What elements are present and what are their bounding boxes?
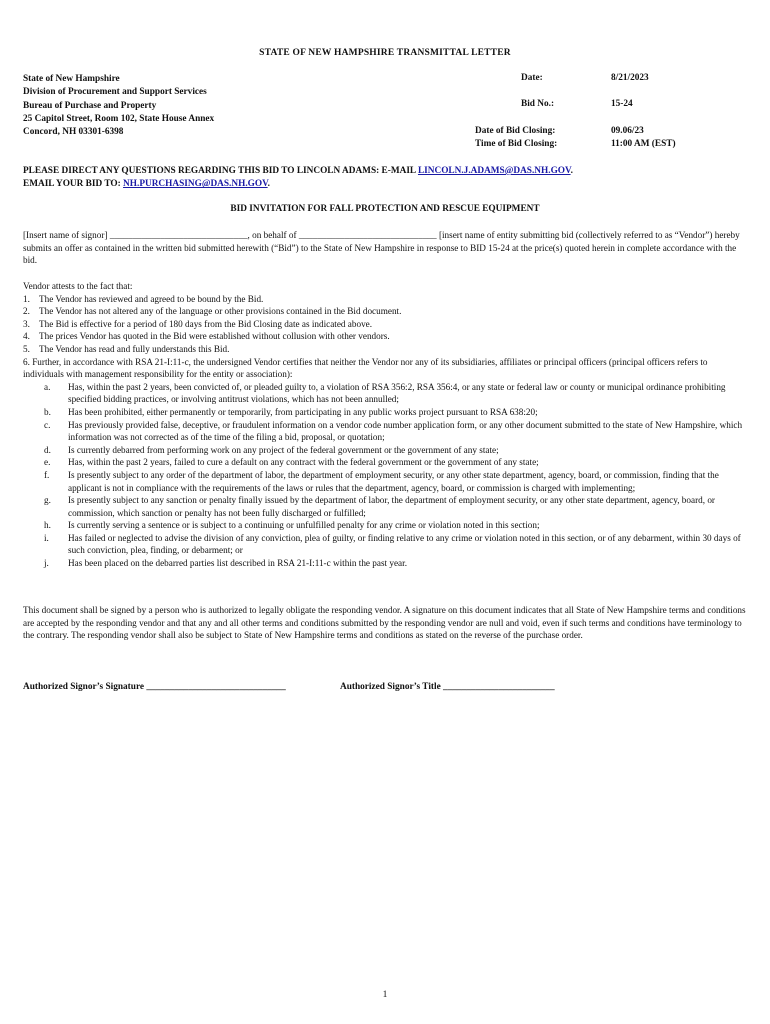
subitem-letter: j.: [44, 558, 49, 569]
certification-subitem: [23, 494, 747, 519]
contact-text: PLEASE DIRECT ANY QUESTIONS REGARDING THIS BID TO LINCOLN ADAMS: E-MAIL: [23, 166, 418, 176]
address-line: State of New Hampshire: [23, 74, 120, 84]
certification-subitem: [23, 519, 747, 532]
closing-time-label: Time of Bid Closing:: [475, 139, 558, 149]
attest-lead: Vendor attests to the fact that:: [23, 281, 133, 291]
attest-item: [23, 293, 747, 306]
certification-subitem: [23, 532, 747, 557]
bid-no-label: Bid No.:: [521, 99, 555, 109]
attest-item-text: The Bid is effective for a period of 180 days from the Bid Closing date as indicated above.: [39, 318, 373, 329]
address-line: 25 Capitol Street, Room 102, State House Annex: [23, 113, 215, 124]
attest-item: [23, 318, 747, 331]
attest-item: [23, 330, 747, 343]
attest-item-number: 5.: [23, 343, 30, 354]
closing-date-value: 09.06/23: [611, 126, 644, 136]
contact-block: [23, 165, 573, 192]
date-value: 8/21/2023: [611, 73, 649, 83]
subitem-text: Has been prohibited, either permanently or temporarily, from participating in any public works project pursuant to RSA 638:20;: [68, 406, 538, 417]
subitem-text: Has previously provided false, deceptive, or fraudulent information on a vendor code number application form, or any other document submitted to the state of New Hampshire, which information was not corrected as of the time of the filing a bid, proposal, or quotation;: [68, 419, 743, 443]
signor-title-line[interactable]: Authorized Signor’s Title ________________________: [340, 682, 555, 692]
contact-punct: .: [267, 179, 270, 190]
certification-subitem: [23, 419, 747, 444]
address-line: Concord, NH 03301-6398: [23, 127, 124, 138]
intro-text: [Insert name of signor] ______________________________, on behalf of ______________________________ [insert name of entity submitting bid (collectively referred to as “Vendor”) hereby submits an offer as contained in the written bid submitted herewith (“Bid”) to the State of New Hampshire in response to BID 15-24 at the price(s) quoted herein in complete accordance with the bid.: [23, 230, 740, 266]
certification-subitem: [23, 381, 747, 406]
certification-subitem: [23, 456, 747, 469]
closing-paragraph: [23, 604, 747, 642]
subitem-letter: g.: [44, 495, 51, 506]
contact-line-submit: [23, 178, 573, 191]
closing-time-value: 11:00 AM (EST): [611, 139, 676, 149]
subitem-text: Is presently subject to any sanction or penalty finally issued by the department of labor, the department of employment security, or any other state department, agency, board, or commission, which sanction or penalty has not been fully discharged or fulfilled;: [68, 495, 715, 518]
email-link-lincoln[interactable]: LINCOLN.J.ADAMS@DAS.NH.GOV: [417, 166, 571, 176]
subitem-text: Is presently subject to any order of the department of labor, the department of employment security, or any other state department, agency, board, or commission, finding that the applicant is not in compliance with the requirements of the laws or rules that the department, agency, board, or commission is charged with implementing;: [68, 469, 719, 493]
subitem-text: Has, within the past 2 years, failed to cure a default on any contract with the federal government or the government of any state;: [68, 457, 539, 468]
contact-text: EMAIL YOUR BID TO:: [23, 179, 124, 190]
subitem-text: Is currently serving a sentence or is subject to a continuing or unfulfilled penalty for any crime or violation noted in this section;: [68, 520, 540, 531]
signature-line[interactable]: Authorized Signor’s Signature ______________________________: [23, 682, 286, 692]
subitem-text: Is currently debarred from performing work on any project of the federal government or the government of any state;: [68, 444, 499, 455]
attest-item-number: 1.: [23, 293, 30, 304]
certification-subitem: [23, 469, 747, 494]
closing-date-label: Date of Bid Closing:: [475, 126, 556, 136]
attest-item-text: The prices Vendor has quoted in the Bid were established without collusion with other vendors.: [39, 331, 390, 342]
subitem-text: Has, within the past 2 years, been convicted of, or pleaded guilty to, a violation of RSA 356:2, RSA 356:4, or any state or federal law or county or municipal ordinance prohibiting specified bidding practices, or involving antitrust violations, which has not been annulled;: [68, 381, 726, 405]
certification-subitem: [23, 406, 747, 419]
attest-item-text: The Vendor has read and fully understands this Bid.: [39, 343, 230, 354]
attest-item-number: 2.: [23, 306, 30, 317]
certification-subitem: [23, 557, 747, 570]
address-line: Bureau of Purchase and Property: [23, 100, 157, 111]
attest-item-text: The Vendor has reviewed and agreed to be bound by the Bid.: [39, 293, 264, 304]
subitem-letter: d.: [44, 444, 51, 455]
subitem-text: Has been placed on the debarred parties list described in RSA 21-I:11-c within the past year.: [68, 558, 407, 569]
attest-item: [23, 305, 747, 318]
attestation-section: [23, 280, 747, 570]
intro-paragraph: [23, 229, 747, 267]
attest-item-text: The Vendor has not altered any of the language or other provisions contained in the Bid document.: [39, 306, 402, 317]
subitem-letter: e.: [44, 457, 51, 468]
subitem-letter: a.: [44, 381, 51, 392]
closing-text: This document shall be signed by a person who is authorized to legally obligate the responding vendor. A signature on this document indicates that all State of New Hampshire terms and conditions are accepted by the responding vendor and that any and all other terms and conditions submitted by the responding vendor are null and void, even if such terms and conditions have terminology to the contrary. The responding vendor shall also be subject to State of New Hampshire terms and conditions as stated on the reverse of the purchase order.: [23, 605, 746, 641]
subitem-letter: f.: [44, 469, 50, 480]
subitem-text: Has failed or neglected to advise the division of any conviction, plea of guilty, or finding relative to any crime or violation noted in this section, or of any debarment, within 30 days of such conviction, plea, finding, or debarment; or: [68, 532, 741, 556]
email-link-purchasing[interactable]: NH.PURCHASING@DAS.NH.GOV: [123, 179, 268, 190]
bid-no-value: 15-24: [611, 99, 633, 109]
subitem-letter: i.: [44, 532, 49, 543]
attest-item-number: 3.: [23, 318, 30, 329]
contact-punct: .: [570, 166, 573, 176]
address-line: Division of Procurement and Support Services: [23, 87, 207, 98]
subitem-letter: b.: [44, 406, 51, 417]
date-label: Date:: [521, 73, 543, 83]
document-title: STATE OF NEW HAMPSHIRE TRANSMITTAL LETTER: [259, 48, 511, 58]
attest-item: [23, 343, 747, 356]
subitem-letter: c.: [44, 419, 51, 430]
subitem-letter: h.: [44, 520, 51, 531]
page-number: 1: [382, 990, 388, 1000]
certification-subitem: [23, 444, 747, 457]
contact-line-questions: [23, 165, 573, 178]
attest-item-6: 6. Further, in accordance with RSA 21-I:11-c, the undersigned Vendor certifies that neither the Vendor nor any of its subsidiaries, affiliates or principal officers (principal officers refers to individuals with management responsibility for the entity or association):: [23, 356, 708, 380]
bid-invitation-title: BID INVITATION FOR FALL PROTECTION AND RESCUE EQUIPMENT: [230, 204, 540, 214]
address-block: [23, 73, 214, 139]
attest-item-number: 4.: [23, 331, 30, 342]
